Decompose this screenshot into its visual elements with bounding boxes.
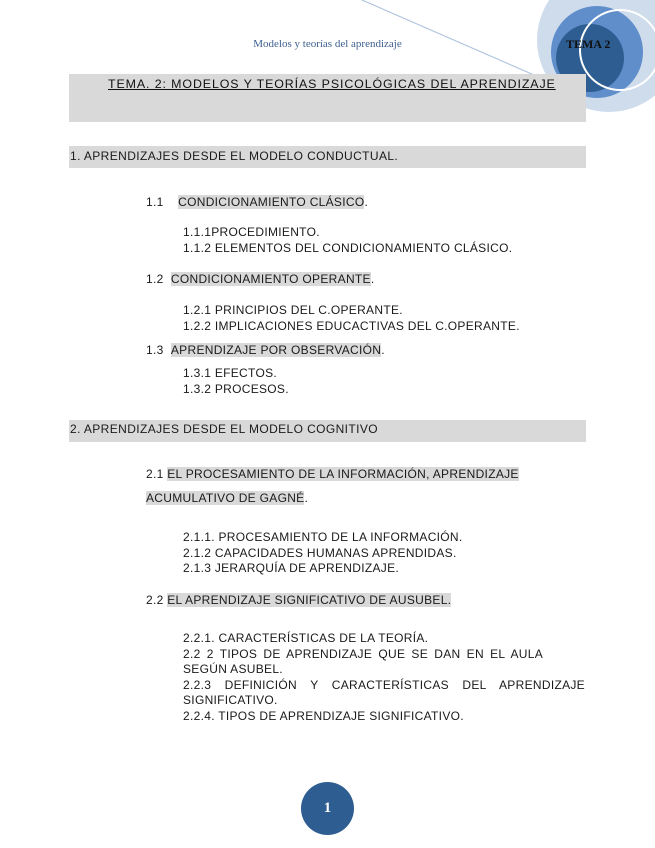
subsection-title: CONDICIONAMIENTO CLÁSICO [178,195,365,209]
list-item: 1.1.2 ELEMENTOS DEL CONDICIONAMIENTO CLÁSICO. [183,240,513,255]
subsection-1-2-items [183,303,520,334]
subsection-1-3-heading: 1.3 APRENDIZAJE POR OBSERVACIÓN. [146,343,385,357]
section-1-heading: 1. APRENDIZAJES DESDE EL MODELO CONDUCTUAL. [70,149,399,163]
subsection-1-3-items [183,366,289,397]
list-item: 2.1.1. PROCESAMIENTO DE LA INFORMACIÓN. [183,530,463,544]
list-item: 1.3.2 PROCESOS. [183,381,289,396]
subsection-number: 2.2 [146,593,164,607]
subsection-2-1-heading [146,467,519,481]
subsection-title: CONDICIONAMIENTO OPERANTE [170,272,371,286]
subsection-2-1-items [183,530,463,577]
subsection-1-2-heading: 1.2 CONDICIONAMIENTO OPERANTE. [146,272,375,286]
subsection-number: 1.1 [146,195,164,209]
list-item: 2.2.3 DEFINICIÓN Y CARACTERÍSTICAS DEL APRENDIZAJE SIGNIFICATIVO. [183,677,585,707]
subsection-number: 1.3 [146,343,164,357]
list-item: 1.1.1PROCEDIMIENTO. [183,225,320,239]
list-item: 1.3.1 EFECTOS. [183,366,278,380]
document-title: TEMA. 2: MODELOS Y TEORÍAS PSICOLÓGICAS DEL APRENDIZAJE [108,77,556,91]
list-item: 1.2.2 IMPLICACIONES EDUCACTIVAS DEL C.OPERANTE. [183,318,520,333]
subsection-2-2-items [183,631,585,724]
subsection-1-1-heading: 1.1 CONDICIONAMIENTO CLÁSICO. [146,195,369,209]
list-item: 2.1.2 CAPACIDADES HUMANAS APRENDIDAS. [183,545,457,560]
subsection-title: EL APRENDIZAJE SIGNIFICATIVO DE AUSUBEL. [167,593,452,607]
subsection-number: 1.2 [146,272,164,286]
page-number: 1 [301,782,354,835]
section-2-heading: 2. APRENDIZAJES DESDE EL MODELO COGNITIVO [70,422,379,436]
subsection-2-2-heading [146,593,451,607]
list-item: 1.2.1 PRINCIPIOS DEL C.OPERANTE. [183,303,403,317]
subsection-title: APRENDIZAJE POR OBSERVACIÓN [170,343,382,357]
subsection-number: 2.1 [146,467,164,481]
subsection-title-line2: ACUMULATIVO DE GAGNÉ [146,491,305,505]
subsection-1-1-items [183,225,512,256]
list-item: 2.1.3 JERARQUÍA DE APRENDIZAJE. [183,561,400,575]
subsection-2-1-heading-cont: ACUMULATIVO DE GAGNÉ. [146,491,309,505]
list-item: 2.2.4. TIPOS DE APRENDIZAJE SIGNIFICATIVO. [183,708,464,723]
tema-badge: TEMA 2 [566,37,611,51]
list-item: 2.2 2 TIPOS DE APRENDIZAJE QUE SE DAN EN EL AULA SEGÚN ASUBEL. [183,646,543,676]
running-header-title: Modelos y teorías del aprendizaje [253,38,402,50]
subsection-title-line1: EL PROCESAMIENTO DE LA INFORMACIÓN, APRENDIZAJE [167,467,519,481]
list-item: 2.2.1. CARACTERÍSTICAS DE LA TEORÍA. [183,631,429,645]
